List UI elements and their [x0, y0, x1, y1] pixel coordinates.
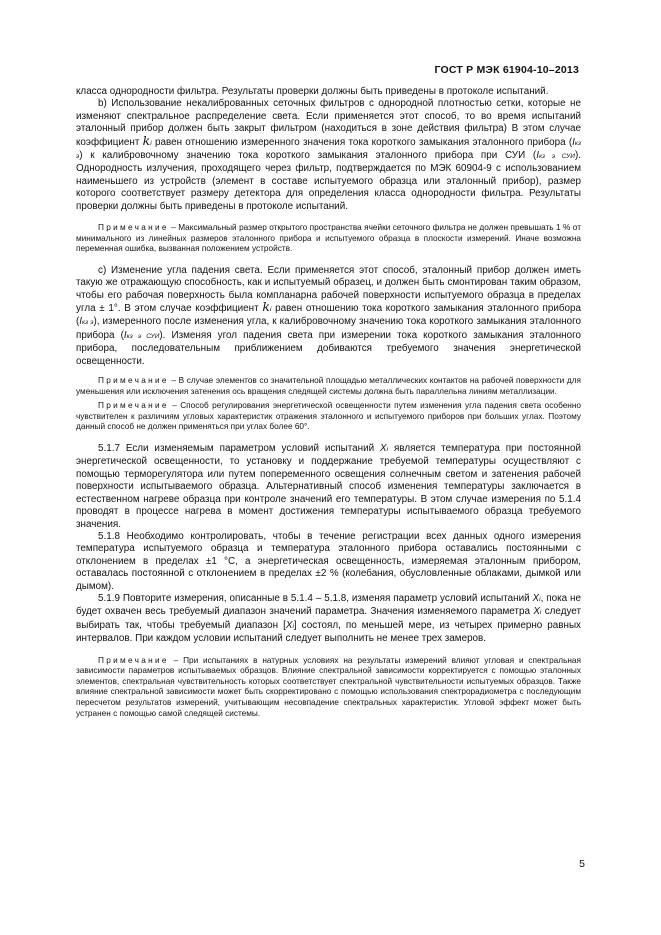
note-angle-regulation: Примечание – Способ регулирования энергетической освещенности путем изменения угла падения света особенно чувствителен к различиям угловых характеристик отражения эталонного и испытуемого приборов при больших углах. Поэтому данный способ не должен применяться при углах более 60°.: [76, 401, 581, 432]
document-header: ГОСТ Р МЭК 61904-10–2013: [434, 64, 579, 76]
page-body: [76, 86, 581, 719]
note-mesh-filter: Примечание – Максимальный размер открытого пространства ячейки сеточного фильтра не должен превышать 1 % от минимального из линейных размеров эталонного прибора и испытуемого образца в плоскости измерений. Иначе возможна переменная ошибка, вызванная положением устройств.: [76, 223, 581, 254]
paragraph-continuation: класса однородности фильтра. Результаты проверки должны быть приведены в протоколе испытаний.: [76, 86, 549, 97]
paragraph-method-b: b) Использование некалиброванных сеточных фильтров с однородной плотностью сетки, которые не изменяют спектральное распределение света. Если применяется этот способ, то во время испытаний эталонный прибор должен быть закрыт фильтром (находиться в зоне действия фильтра) В этом случае коэффициент ki равен отношению измеренного значения тока короткого замыкания эталонного прибора (Iкз э) к калибровочному значению тока короткого замыкания эталонного прибора при СУИ (Iкз э СУИ). Однородность излучения, проходящего через фильтр, подтверждается по МЭК 60904-9 с использованием наименьшего из устройств (элемент в составе испытуемого образца или эталонный прибор), размер которого соответствует размеру детектора для определения класса однородности фильтра. Результаты проверки должны быть приведены в протоколе испытаний.: [76, 98, 581, 212]
paragraph-method-c: c) Изменение угла падения света. Если применяется этот способ, эталонный прибор должен иметь такую же отражающую способность, как и испытуемый образец, и должен быть смонтирован таким образом, чтобы его рабочая поверхность была компланарна рабочей поверхности испытуемого образца в пределах угла ± 1°. В этом случае коэффициент ki равен отношению тока короткого замыкания эталонного прибора (Iкз э), измеренного после изменения угла, к калибровочному значению тока короткого замыкания эталонного прибора (Iкз э СУИ). Изменяя угол падения света при измерении тока короткого замыкания эталонного прибора, последовательным приближением добиваются требуемого значения энергетической освещенности.: [76, 264, 582, 367]
paragraph-5-1-8: 5.1.8 Необходимо контролировать, чтобы в течение регистрации всех данных одного измерения температура испытуемого образца и температура эталонного прибора оставались постоянными с отклонением в пределах ±1 °С, а энергетическая освещенность, измеряемая эталонным прибором, оставалась постоянной с отклонением в пределах ±2 % (колебания, обусловленные облаками, дымкой или дымом).: [76, 530, 581, 592]
note-angular-spectral: Примечание – При испытаниях в натурных условиях на результаты измерений влияют угловая и спектральная зависимости параметров испытываемых образцов. Влияние спектральной зависимости корректируется с помощью эталонных элементов, спектральная чувствительность которых соответствует спектральной чувствительности испытуемых образцов. Также влияние спектральной зависимости может быть скорректировано с помощью использования спектрорадиометра с последующим пересчетом результатов измерений, учитывающим несовпадение спектральных характеристик. Угловой эффект может быть устранен с помощью самой следящей системы.: [76, 655, 581, 718]
note-metal-contacts: Примечание – В случае элементов со значительной площадью металлических контактов на рабочей поверхности для уменьшения или исключения затенения ось вращения следящей системы должна быть параллельна линиям металлизации.: [76, 376, 581, 396]
paragraph-5-1-7: 5.1.7 Если изменяемым параметром условий испытаний Xi является температура при постоянной энергетической освещенности, то установку и поддержание требуемой температуры осуществляют с помощью терморегулятора или путем попеременного освещения солнечным светом и затенения рабочей поверхности испытываемого образца. Альтернативный способ изменения температуры заключается в естественном нагреве образца при контроле значений его температуры. В этом случае измерения по 5.1.4 проводят в процессе нагрева в момент достижения температуры испытываемого образца требуемого значения.: [76, 443, 581, 530]
paragraph-5-1-9: 5.1.9 Повторите измерения, описанные в 5.1.4 – 5.1.8, изменяя параметр условий испытаний Xi, пока не будет охвачен весь требуемый диапазон значений параметра. Значения изменяемого параметра Xi следует выбирать так, чтобы требуемый диапазон [Xi] состоял, по меньшей мере, из четырех примерно равных интервалов. При каждом условии испытаний следует выполнить не менее трех замеров.: [76, 592, 582, 645]
page-number: 5: [579, 858, 585, 870]
